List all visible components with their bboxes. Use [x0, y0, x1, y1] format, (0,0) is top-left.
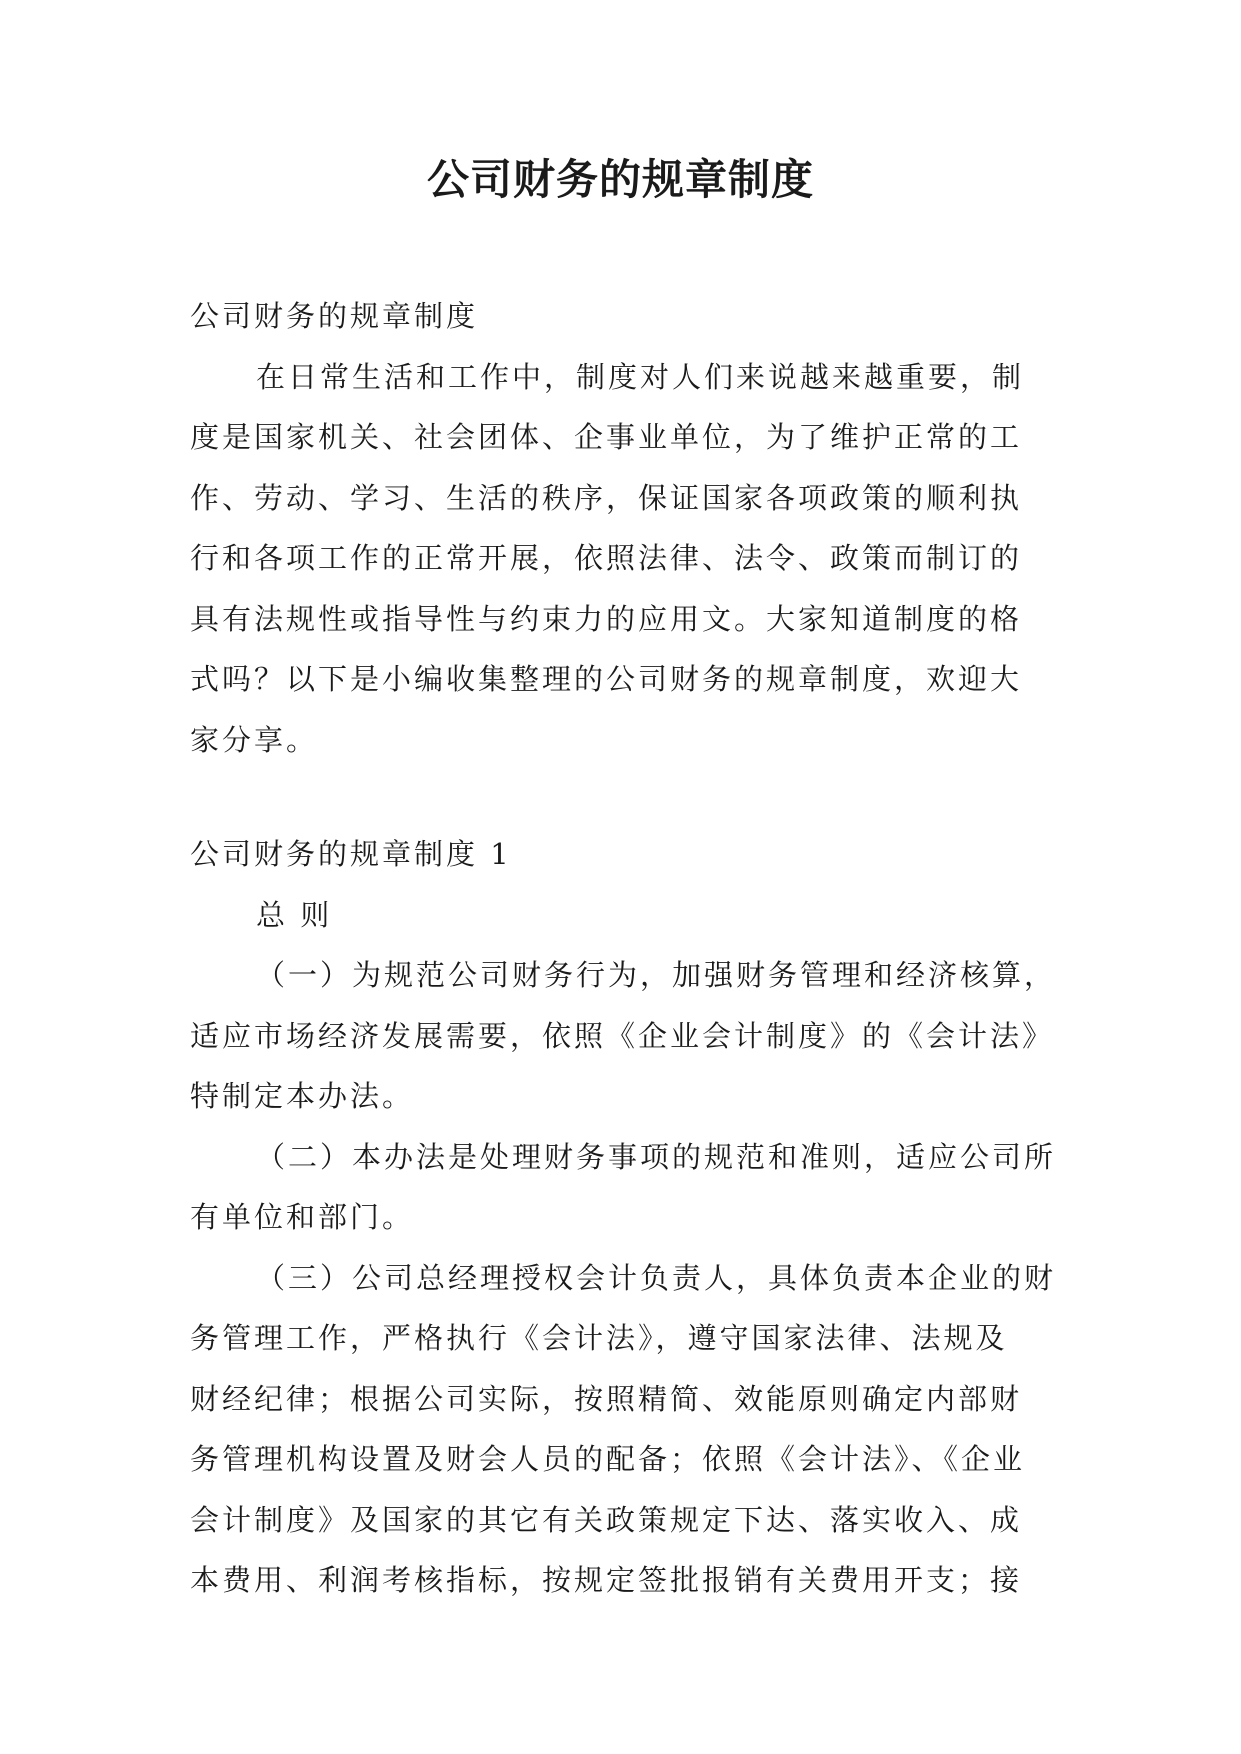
section-heading: 公司财务的规章制度 1 [190, 837, 512, 871]
intro-line: 具有法规性或指导性与约束力的应用文。大家知道制度的格 [190, 601, 1023, 636]
clause-line: 务管理工作，严格执行《会计法》，遵守国家法律、法规及 [190, 1321, 1008, 1355]
chapter-heading: 总 则 [256, 897, 333, 932]
intro-heading: 公司财务的规章制度 [190, 299, 479, 333]
intro-line: 行和各项工作的正常开展，依照法律、法令、政策而制订的 [190, 541, 1023, 575]
clause-line: （二）本办法是处理财务事项的规范和准则，适应公司所 [256, 1139, 1057, 1174]
clause-line: 特制定本办法。 [190, 1079, 415, 1113]
clause-line: （一）为规范公司财务行为，加强财务管理和经济核算， [256, 958, 1057, 992]
clause-line: 适应市场经济发展需要，依照《企业会计制度》的《会计法》 [190, 1018, 1055, 1053]
clause-line: 有单位和部门。 [190, 1200, 415, 1234]
intro-line: 在日常生活和工作中，制度对人们来说越来越重要，制 [256, 359, 1025, 394]
document-body [190, 286, 1055, 1611]
clause-line: 本费用、利润考核指标，按规定签批报销有关费用开支；接 [190, 1563, 1023, 1597]
clause-line: 会计制度》及国家的其它有关政策规定下达、落实收入、成 [190, 1502, 1023, 1537]
intro-line: 式吗？以下是小编收集整理的公司财务的规章制度，欢迎大 [190, 662, 1023, 696]
clause-line: 务管理机构设置及财会人员的配备；依照《会计法》、《企业 [190, 1442, 1026, 1476]
paragraph-spacer [190, 770, 1055, 824]
clause-line: 财经纪律；根据公司实际，按照精简、效能原则确定内部财 [190, 1381, 1023, 1416]
document-title: 公司财务的规章制度 [426, 155, 814, 204]
clause-line: （三）公司总经理授权会计负责人，具体负责本企业的财 [256, 1260, 1057, 1295]
intro-line: 家分享。 [190, 722, 319, 757]
intro-line: 作、劳动、学习、生活的秩序，保证国家各项政策的顺利执 [190, 480, 1023, 515]
intro-line: 度是国家机关、社会团体、企事业单位，为了维护正常的工 [190, 420, 1023, 454]
